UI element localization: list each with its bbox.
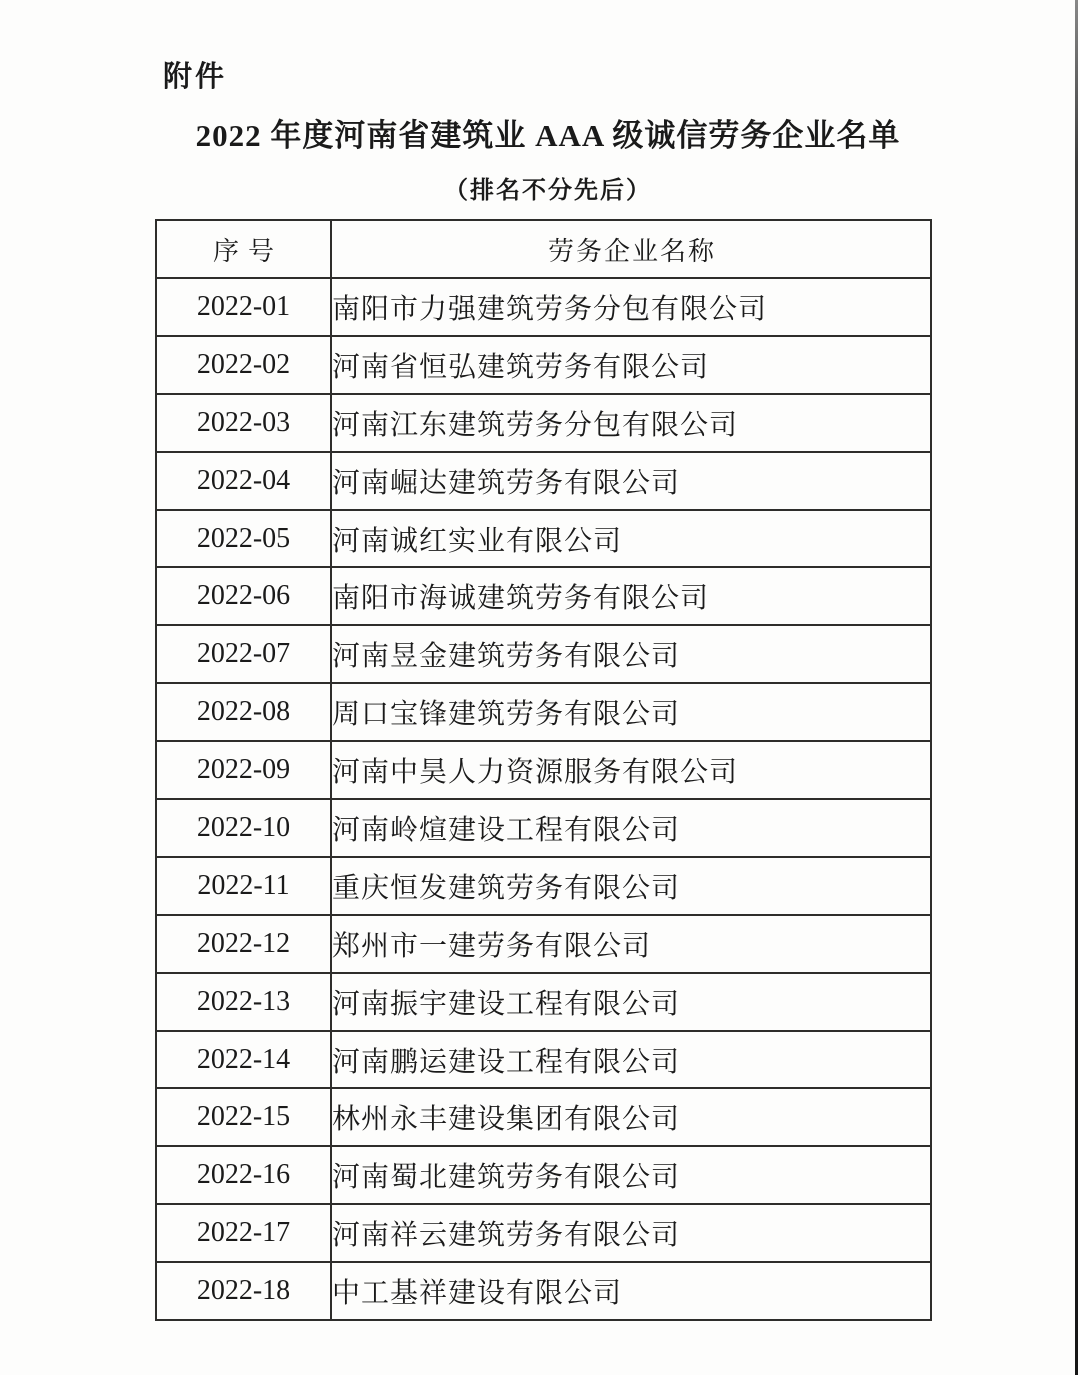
serial-cell: 2022-11 <box>156 857 331 915</box>
company-name-cell: 河南中昊人力资源服务有限公司 <box>331 741 931 799</box>
header-row <box>156 220 931 278</box>
company-name-cell: 河南崛达建筑劳务有限公司 <box>331 452 931 510</box>
serial-cell: 2022-06 <box>156 567 331 625</box>
table-row <box>156 278 931 336</box>
table-row <box>156 1262 931 1320</box>
table-body <box>156 278 931 1320</box>
serial-cell: 2022-15 <box>156 1088 331 1146</box>
scan-edge-artifact <box>1075 0 1078 1375</box>
table-row <box>156 799 931 857</box>
serial-cell: 2022-07 <box>156 625 331 683</box>
serial-cell: 2022-16 <box>156 1146 331 1204</box>
company-name-cell: 河南省恒弘建筑劳务有限公司 <box>331 336 931 394</box>
table-row <box>156 915 931 973</box>
serial-cell: 2022-01 <box>156 278 331 336</box>
table-row <box>156 567 931 625</box>
table-row <box>156 857 931 915</box>
table-row <box>156 683 931 741</box>
serial-cell: 2022-13 <box>156 973 331 1031</box>
table-row <box>156 1204 931 1262</box>
table-row <box>156 741 931 799</box>
document-title: 2022 年度河南省建筑业 AAA 级诚信劳务企业名单 <box>195 118 901 153</box>
company-name-cell: 河南岭煊建设工程有限公司 <box>331 799 931 857</box>
company-name-cell: 河南蜀北建筑劳务有限公司 <box>331 1146 931 1204</box>
company-name-cell: 河南江东建筑劳务分包有限公司 <box>331 394 931 452</box>
serial-cell: 2022-02 <box>156 336 331 394</box>
serial-cell: 2022-08 <box>156 683 331 741</box>
company-name-cell: 南阳市海诚建筑劳务有限公司 <box>331 567 931 625</box>
table-row <box>156 452 931 510</box>
serial-column-header: 序号 <box>156 220 331 278</box>
company-name-cell: 河南祥云建筑劳务有限公司 <box>331 1204 931 1262</box>
company-name-cell: 中工基祥建设有限公司 <box>331 1262 931 1320</box>
company-name-cell: 河南鹏运建设工程有限公司 <box>331 1031 931 1089</box>
serial-cell: 2022-09 <box>156 741 331 799</box>
table-row <box>156 625 931 683</box>
serial-cell: 2022-04 <box>156 452 331 510</box>
company-name-cell: 河南昱金建筑劳务有限公司 <box>331 625 931 683</box>
serial-cell: 2022-10 <box>156 799 331 857</box>
table-row <box>156 510 931 568</box>
document-subtitle: （排名不分先后） <box>444 178 652 204</box>
serial-cell: 2022-05 <box>156 510 331 568</box>
company-name-cell: 河南振宇建设工程有限公司 <box>331 973 931 1031</box>
table-row <box>156 394 931 452</box>
table-row <box>156 1031 931 1089</box>
company-name-cell: 周口宝锋建筑劳务有限公司 <box>331 683 931 741</box>
serial-cell: 2022-03 <box>156 394 331 452</box>
table-row <box>156 336 931 394</box>
company-name-cell: 林州永丰建设集团有限公司 <box>331 1088 931 1146</box>
attachment-label: 附件 <box>163 61 228 93</box>
serial-cell: 2022-18 <box>156 1262 331 1320</box>
company-name-cell: 重庆恒发建筑劳务有限公司 <box>331 857 931 915</box>
serial-cell: 2022-12 <box>156 915 331 973</box>
table-row <box>156 1146 931 1204</box>
company-name-column-header: 劳务企业名称 <box>331 220 931 278</box>
table-header <box>156 220 931 278</box>
table-row <box>156 973 931 1031</box>
company-name-cell: 南阳市力强建筑劳务分包有限公司 <box>331 278 931 336</box>
company-name-cell: 河南诚红实业有限公司 <box>331 510 931 568</box>
serial-cell: 2022-17 <box>156 1204 331 1262</box>
serial-cell: 2022-14 <box>156 1031 331 1089</box>
company-name-cell: 郑州市一建劳务有限公司 <box>331 915 931 973</box>
enterprise-roster-table <box>155 219 932 1321</box>
table-row <box>156 1088 931 1146</box>
